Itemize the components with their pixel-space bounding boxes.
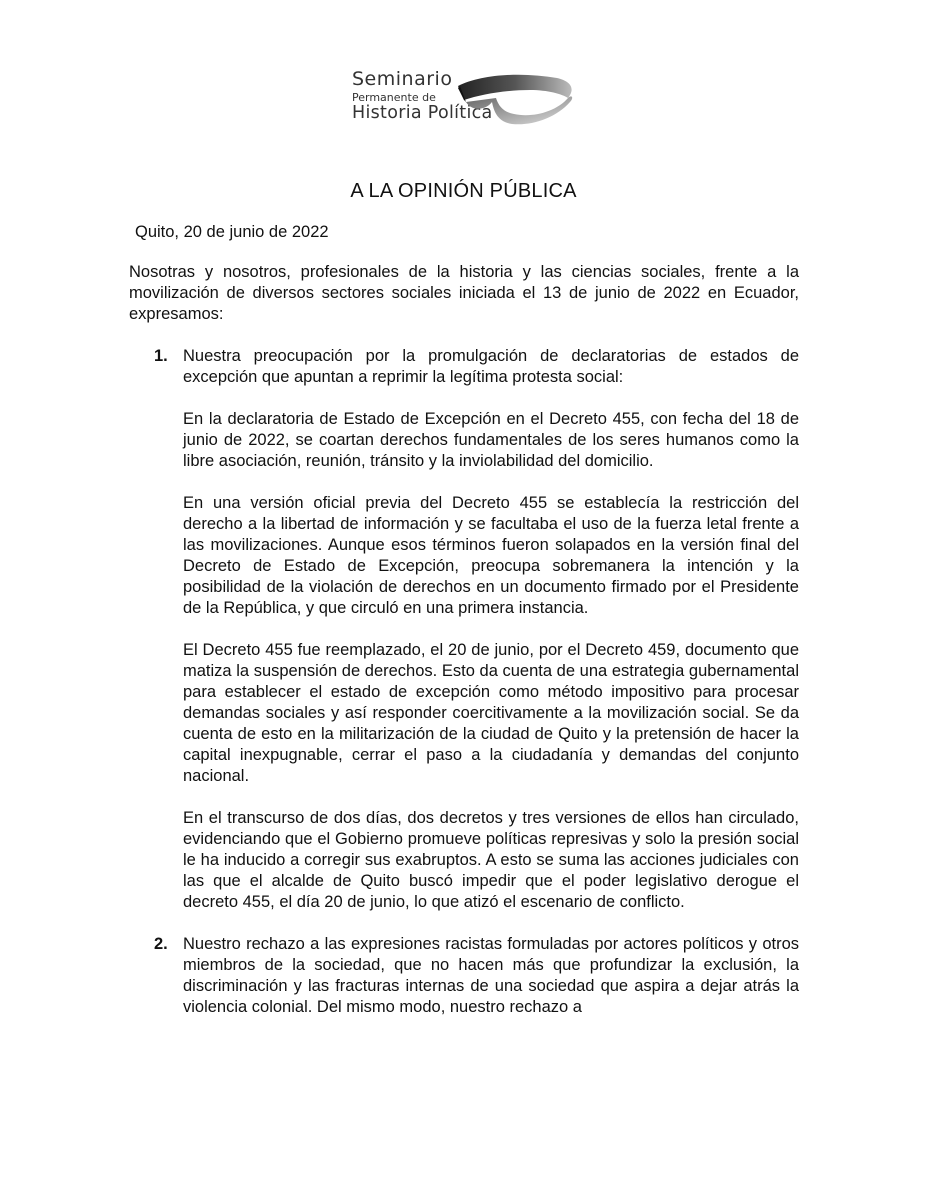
list-item-1 bbox=[129, 346, 799, 913]
seminario-logo bbox=[352, 70, 582, 130]
item-number: 1. bbox=[154, 347, 168, 365]
item-paragraph: En una versión oficial previa del Decreto 455 se establecía la restricción del derecho a la libertad de información y se facultaba el uso de la fuerza letal frente a las movilizaciones. Aunque esos términos fueron solapados en la versión final del Decreto de Estado de Excepción, preocupa sobremanera la intención y la posibilidad de la violación de derechos en un documento firmado por el Presidente de la República, y que circuló en una primera instancia. bbox=[183, 494, 799, 617]
item-paragraph: Nuestra preocupación por la promulgación de declaratorias de estados de excepción que apuntan a reprimir la legítima protesta social: bbox=[183, 347, 799, 386]
item-paragraph: En la declaratoria de Estado de Excepción en el Decreto 455, con fecha del 18 de junio de 2022, se coartan derechos fundamentales de los seres humanos como la libre asociación, reunión, tránsito y la inviolabilidad del domicilio. bbox=[183, 410, 799, 470]
item-paragraph: El Decreto 455 fue reemplazado, el 20 de junio, por el Decreto 459, documento que matiza la suspensión de derechos. Esto da cuenta de una estrategia gubernamental para establecer el estado de excepción como método impositivo para procesar demandas sociales y así responder coercitivamente a la movilización social. Se da cuenta de esto en la militarización de la ciudad de Quito y la pretensión de hacer la capital inexpugnable, cerrar el paso a la ciudadanía y demandas del conjunto nacional. bbox=[183, 641, 799, 785]
item-paragraph: En el transcurso de dos días, dos decretos y tres versiones de ellos han circulado, evidenciando que el Gobierno promueve políticas represivas y solo la presión social le ha inducido a corregir sus exabruptos. A esto se suma las acciones judiciales con las que el alcalde de Quito buscó impedir que el poder legislativo derogue el decreto 455, el día 20 de junio, lo que atizó el escenario de conflicto. bbox=[183, 809, 799, 911]
ribbon-logo-icon bbox=[452, 72, 582, 128]
list-item-2 bbox=[129, 934, 799, 1018]
item-paragraph: Nuestro rechazo a las expresiones racistas formuladas por actores políticos y otros miembros de la sociedad, que no hacen más que profundizar la exclusión, la discriminación y las fracturas internas de una sociedad que aspira a dejar atrás la violencia colonial. Del mismo modo, nuestro rechazo a bbox=[183, 935, 799, 1016]
document-title: A LA OPINIÓN PÚBLICA bbox=[350, 180, 577, 202]
document-date: Quito, 20 de junio de 2022 bbox=[135, 223, 329, 241]
logo-line-3: Historia Política bbox=[352, 103, 493, 123]
document-body bbox=[129, 262, 799, 1039]
intro-paragraph: Nosotras y nosotros, profesionales de la historia y las ciencias sociales, frente a la movilización de diversos sectores sociales iniciada el 13 de junio de 2022 en Ecuador, expresamos: bbox=[129, 263, 799, 323]
item-number: 2. bbox=[154, 935, 168, 953]
logo-line-2: Permanente de bbox=[352, 91, 436, 104]
logo-line-1: Seminario bbox=[352, 68, 453, 90]
